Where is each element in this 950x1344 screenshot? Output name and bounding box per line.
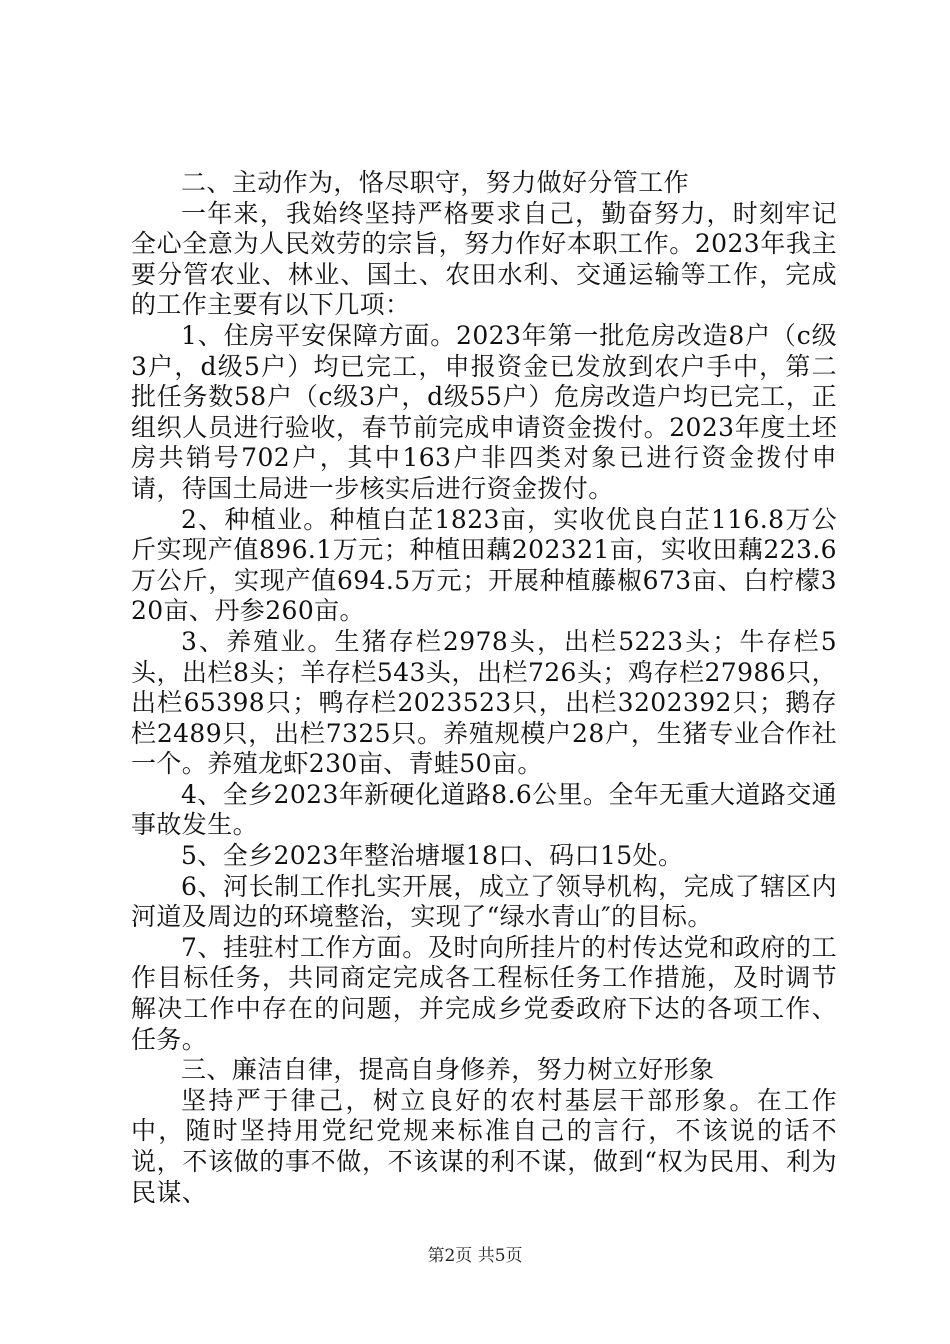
page-footer: 第2页 共5页 bbox=[427, 1246, 523, 1266]
paragraph-item-5-ponds: 5、全乡2023年整治塘堰18口、码口15处。 bbox=[181, 841, 684, 871]
document-body bbox=[131, 168, 837, 1208]
paragraph-item-3-breeding: 3、养殖业。生猪存栏2978头，出栏5223头；牛存栏5头，出栏8头；羊存栏543头，出栏726头；鸡存栏27986只，出栏65398只；鸭存栏2023523只，出栏3202392只；鹅存栏2489只，出栏7325只。养殖规模户28户，生猪专业合作社一个。养殖龙虾230亩、青蛙50亩。 bbox=[131, 626, 837, 779]
paragraph-integrity: 坚持严于律己，树立良好的农村基层干部形象。在工作中，随时坚持用党纪党规来标准自己的言行，不该说的话不说，不该做的事不做，不该谋的利不谋，做到“权为民用、利为民谋、 bbox=[131, 1085, 837, 1207]
paragraph-item-7-village: 7、挂驻村工作方面。及时向所挂片的村传达党和政府的工作目标任务，共同商定完成各工程标任务工作措施，及时调节解决工作中存在的问题，并完成乡党委政府下达的各项工作、任务。 bbox=[131, 932, 837, 1054]
section-heading-2: 二、主动作为，恪尽职守，努力做好分管工作 bbox=[181, 168, 690, 197]
paragraph-item-2-planting: 2、种植业。种植白芷1823亩，实收优良白芷116.8万公斤实现产值896.1万元；种植田藕202321亩，实收田藕223.6万公斤，实现产值694.5万元；开展种植藤椒673亩、白柠檬320亩、丹参260亩。 bbox=[131, 504, 837, 626]
paragraph-item-4-roads: 4、全乡2023年新硬化道路8.6公里。全年无重大道路交通事故发生。 bbox=[131, 779, 837, 840]
paragraph-intro: 一年来，我始终坚持严格要求自己，勤奋努力，时刻牢记全心全意为人民效劳的宗旨，努力作好本职工作。2023年我主要分管农业、林业、国土、农田水利、交通运输等工作，完成的工作主要有以下几项： bbox=[131, 198, 837, 320]
paragraph-item-1-housing: 1、住房平安保障方面。2023年第一批危房改造8户（c级3户，d级5户）均已完工，申报资金已发放到农户手中，第二批任务数58户（c级3户，d级55户）危房改造户均已完工，正组织人员进行验收，春节前完成申请资金拨付。2023年度土坯房共销号702户，其中163户非四类对象已进行资金拨付申请，待国土局进一步核实后进行资金拨付。 bbox=[131, 320, 837, 503]
section-heading-3: 三、廉洁自律，提高自身修养，努力树立好形象 bbox=[181, 1055, 715, 1085]
paragraph-item-6-river-chief: 6、河长制工作扎实开展，成立了领导机构，完成了辖区内河道及周边的环境整治，实现了“绿水青山″的目标。 bbox=[131, 871, 837, 932]
